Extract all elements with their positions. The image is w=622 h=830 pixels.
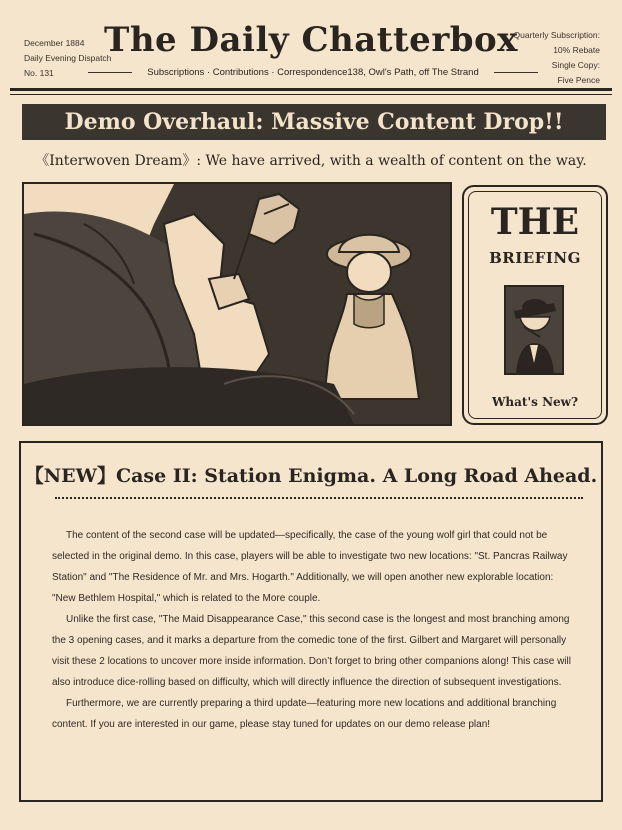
pricing-line: 10% Rebate [553,45,600,55]
article [19,441,603,802]
headline-banner [22,104,606,140]
briefing-portrait [504,285,564,375]
article-paragraph: The content of the second case will be updated—specifically, the case of the young wolf girl that could not be selected in the original demo. In this case, players will be able to investigate two new locations: "St. Pancras Railway Station" and "The Residence of Mr. and Mrs. Hogarth." Additionally, we will open another new explorable location: "New Bethlem Hospital," which is related to the More couple. [52,530,568,604]
masthead-subline [88,67,538,78]
illustration-drawing [24,184,450,424]
divider [88,72,132,73]
briefing-title: THE [490,201,580,243]
masthead-rule [10,88,612,91]
masthead [0,0,622,100]
pricing-line: Single Copy: [551,60,600,70]
article-headline: 【NEW】Case II: Station Enigma. A Long Road Ahead. [24,465,598,487]
briefing-label: BRIEFING [489,249,581,267]
dotted-divider [55,497,583,499]
issue-edition: Daily Evening Dispatch [24,53,112,63]
article-paragraph: Furthermore, we are currently preparing a third update—featuring more new locations and additional branching content. If you are interested in our game, please stay tuned for updates on our demo release plan! [52,698,557,730]
pricing-line: Five Pence [557,75,600,85]
portrait-drawing [506,287,562,373]
banner-headline: Demo Overhaul: Massive Content Drop!! [64,109,564,135]
pricing-line: Quarterly Subscription: [513,30,600,40]
subheadline: 《Interwoven Dream》: We have arrived, with a wealth of content on the way. [35,153,587,169]
briefing-card[interactable] [462,185,608,425]
issue-number: No. 131 [24,68,54,78]
newspaper-title: The Daily Chatterbox [104,20,518,60]
masthead-rule [10,94,612,95]
issue-date: December 1884 [24,38,85,48]
pricing-info [514,28,600,88]
masthead-subline-text: Subscriptions · Contributions · Correspondence138, Owl's Path, off The Strand [147,67,479,78]
article-paragraph: Unlike the first case, "The Maid Disappearance Case," this second case is the longest and most branching among the 3 opening cases, and it marks a departure from the comedic tone of the first. Gilbert and Margaret will personally visit these 2 locations to uncover more inside information. Don’t forget to bring other companions along! This case will also introduce dice-rolling based on difficulty, which will directly influence the direction of subsequent investigations. [52,614,571,688]
illustration [22,182,452,426]
briefing-cta[interactable]: What's New? [491,395,579,409]
article-body [52,525,577,735]
